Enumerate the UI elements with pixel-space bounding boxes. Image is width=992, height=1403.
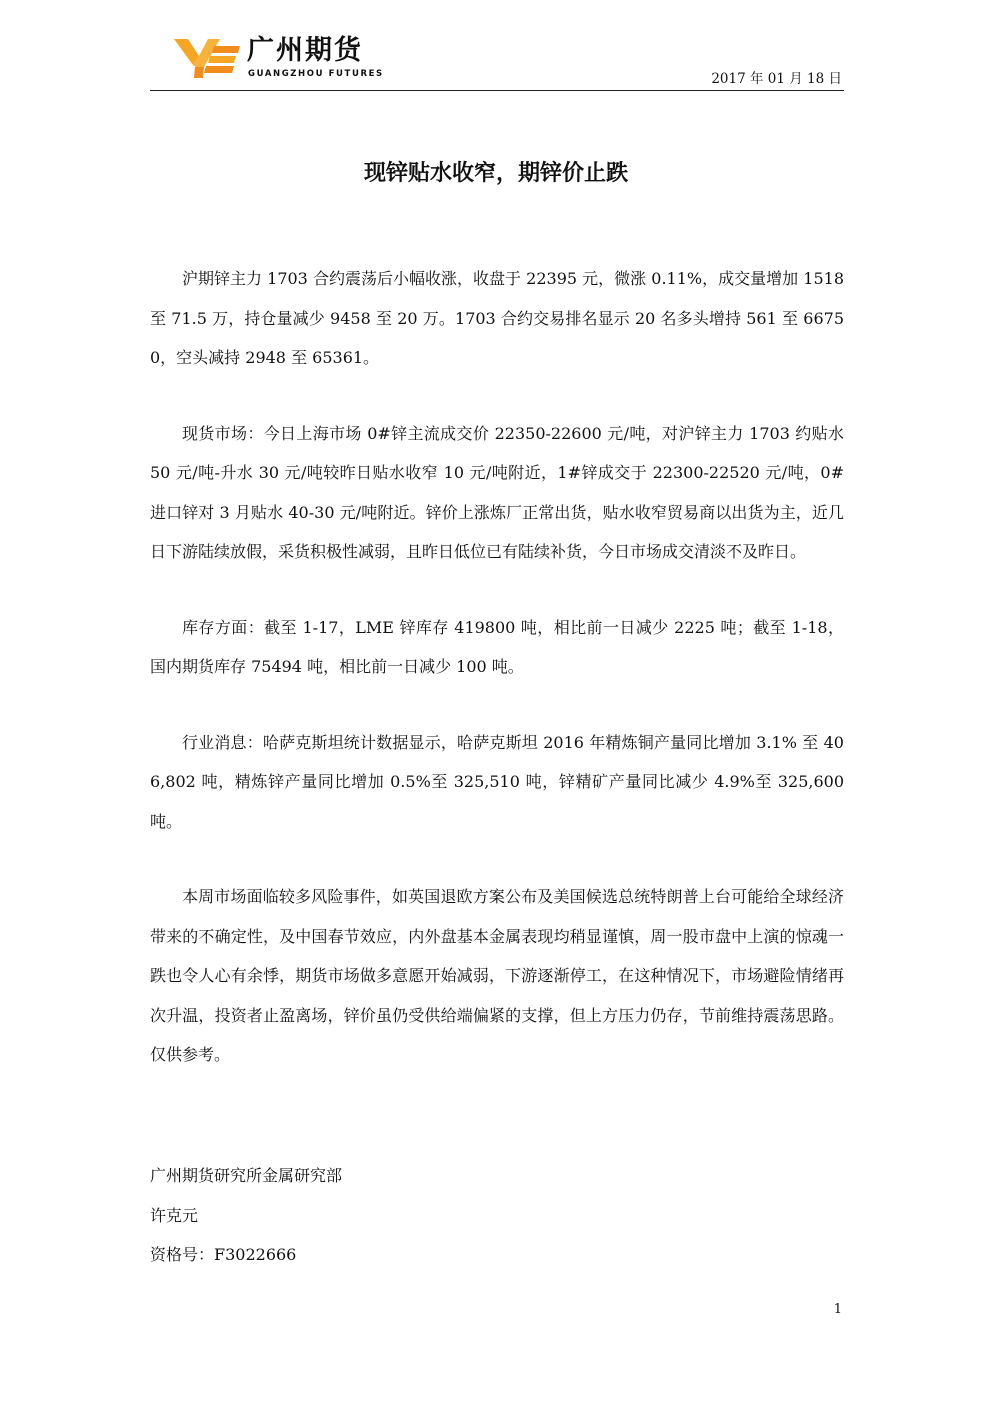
brand-name-en: GUANGZHOU FUTURES — [248, 69, 384, 79]
signature-block — [150, 1156, 342, 1275]
guangzhou-futures-logo — [172, 36, 242, 80]
signature-author: 许克元 — [150, 1205, 199, 1225]
report-title: 现锌贴水收窄，期锌价止跌 — [363, 161, 628, 186]
report-date: 2017 年 01 月 18 日 — [711, 71, 842, 87]
signature-department: 广州期货研究所金属研究部 — [150, 1166, 343, 1185]
brand-name-cn: 广州期货 — [247, 35, 363, 66]
report-body — [150, 259, 844, 1075]
paragraph-inventory: 库存方面：截至 1-17，LME 锌库存 419800 吨，相比前一日减少 2225 吨；截至 1-18，国内期货库存 75494 吨，相比前一日减少 100 吨。 — [150, 617, 844, 676]
signature-license: 资格号：F3022666 — [150, 1245, 297, 1264]
page-number: 1 — [833, 1302, 842, 1317]
paragraph-spot-market: 现货市场：今日上海市场 0#锌主流成交价 22350-22600 元/吨，对沪锌主力 1703 约贴水 50 元/吨-升水 30 元/吨较昨日贴水收窄 10 元/吨附近，1#锌成交于 22300-22520 元/吨，0#进口锌对 3 月贴水 40-30 元/吨附近。锌价上涨炼厂正常出货，贴水收窄贸易商以出货为主，近几日下游陆续放假，采货积极性减弱，且昨日低位已有陆续补货，今日市场成交清淡不及昨日。 — [150, 423, 844, 561]
page-header — [0, 0, 992, 100]
paragraph-outlook: 本周市场面临较多风险事件，如英国退欧方案公布及美国候选总统特朗普上台可能给全球经济带来的不确定性，及中国春节效应，内外盘基本金属表现均稍显谨慎，周一股市盘中上演的惊魂一跌也令人心有余悸，期货市场做多意愿开始减弱，下游逐渐停工，在这种情况下，市场避险情绪再次升温，投资者止盈离场，锌价虽仍受供给端偏紧的支撑，但上方压力仍存，节前维持震荡思路。仅供参考。 — [150, 887, 844, 1064]
header-divider — [150, 90, 844, 91]
paragraph-futures-market: 沪期锌主力 1703 合约震荡后小幅收涨，收盘于 22395 元，微涨 0.11%，成交量增加 1518 至 71.5 万，持仓量减少 9458 至 20 万。1703 合约交易排名显示 20 名多头增持 561 至 66750，空头减持 2948 至 65361。 — [150, 269, 844, 367]
paragraph-industry-news: 行业消息：哈萨克斯坦统计数据显示，哈萨克斯坦 2016 年精炼铜产量同比增加 3.1% 至 406,802 吨，精炼锌产量同比增加 0.5%至 325,510 吨，锌精矿产量同比减少 4.9%至 325,600 吨。 — [150, 732, 844, 831]
